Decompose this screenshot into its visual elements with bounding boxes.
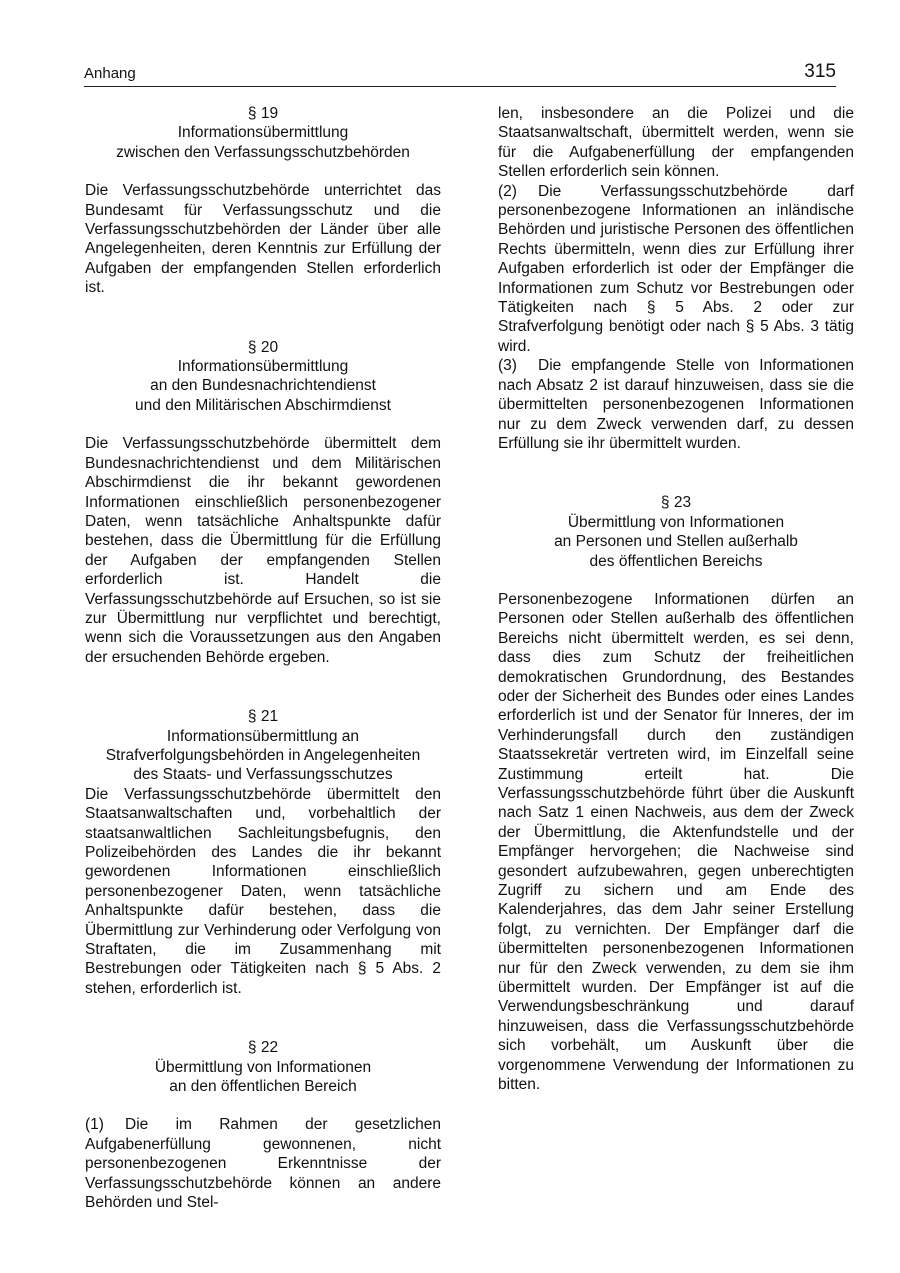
section-22-subsection-2: [498, 182, 854, 357]
section-title-line: des Staats- und Verfassungsschutzes: [133, 766, 393, 784]
section-title-line: zwischen den Verfassungsschutzbehörden: [116, 143, 410, 161]
section-title-line: an den Bundesnachrichtendienst: [150, 377, 376, 395]
subsection-number: (1): [85, 1116, 104, 1134]
subsection-number: (2): [498, 182, 517, 200]
section-number: § 21: [247, 708, 279, 726]
right-column: [498, 104, 854, 1095]
section-21-text: Die Verfassungsschutzbehörde übermittelt den Staatsanwaltschaften und, vorbehaltlich der staatsanwaltlichen Sachleitungsbefugnis, den Polizeibehörden des Landes die ihr bekannt gewordenen Informationen einschließlich personenbezogener Daten, wenn tatsächliche Anhaltspunkte dafür bestehen, dass die Übermittlung zur Verhinderung oder Verfolgung von Straftaten, die im Zusammenhang mit Bestrebungen oder Tätigkeiten nach § 5 Abs. 2 stehen, erforderlich ist.: [85, 785, 441, 997]
subsection-text: Die Verfassungsschutzbehörde darf personenbezogene Informationen an inländische Behörden und juristische Personen des öffentlichen Rechts übermitteln, wenn dies zur Erfüllung ihrer Aufgaben erforderlich ist oder der Empfänger die Informationen zum Schutz vor Bestrebungen oder Tätigkeiten nach § 5 Abs. 2 oder zur Strafverfolgung benötigt oder nach § 5 Abs. 3 tätig wird.: [498, 182, 854, 355]
section-19-heading: [85, 104, 441, 162]
section-20-heading: [85, 338, 441, 416]
page-number: 315: [804, 61, 836, 82]
section-22-subsection-1: [85, 1115, 441, 1212]
section-title-line: an den öffentlichen Bereich: [169, 1078, 357, 1096]
section-number: § 23: [660, 494, 692, 512]
left-column: [85, 104, 441, 1213]
section-21-heading: [85, 707, 441, 785]
section-number: § 20: [247, 338, 279, 356]
subsection-number: (3): [498, 357, 517, 375]
section-label: Anhang: [84, 65, 136, 82]
section-title-line: des öffentlichen Bereichs: [589, 552, 763, 570]
section-20-text: Die Verfassungsschutzbehörde übermittelt dem Bundesnachrichtendienst und dem Militärischen Abschirmdienst die ihr bekannt gewordenen Informationen einschließlich personenbezogener Daten, wenn tatsächliche Anhaltspunkte dafür bestehen, dass die Übermittlung für die Erfüllung der Aufgaben der empfangenden Stellen erforderlich ist. Handelt die Verfassungsschutzbehörde auf Ersuchen, so ist sie zur Übermittlung nur verpflichtet und berechtigt, wenn sich die Voraussetzungen aus den Angaben der ersuchenden Behörde ergeben.: [85, 435, 441, 666]
section-19-text: Die Verfassungsschutzbehörde unterrichtet das Bundesamt für Verfassungsschutz und die Verfassungsschutzbehörden der Länder über alle Angelegenheiten, deren Kenntnis zur Erfüllung der Aufgaben der empfangenden Stellen erforderlich ist.: [85, 182, 441, 297]
section-23-text: Personenbezogene Informationen dürfen an Personen oder Stellen außerhalb des öffentlichen Bereichs nicht übermittelt werden, es sei denn, dass dies zum Schutz der freiheitlichen demokratischen Grundordnung, des Bestandes oder der Sicherheit des Bundes oder eines Landes erforderlich ist und der Senator für Inneres, der im Verhinderungsfall durch den zuständigen Staatssekretär vertreten wird, im Einzelfall seine Zustimmung erteilt hat. Die Verfassungsschutzbehörde führt über die Auskunft nach Satz 1 einen Nachweis, aus dem der Zweck der Übermittlung, die Aktenfundstelle und der Empfänger hervorgehen; die Nachweise sind gesondert aufzubewahren, gegen unberechtigten Zugriff zu sichern und am Ende des Kalenderjahres, das dem Jahr seiner Erstellung folgt, zu vernichten. Der Empfänger darf die übermittelten personenbezogenen Informationen nur für den Zweck verwenden, zu dem sie ihm übermittelt wurden. Der Empfänger ist auf die Verwendungsbeschränkung und darauf hinzuweisen, dass die Verfassungsschutzbehörde sich vorbehält, um Auskunft über die vorgenommene Verwendung der Informationen zu bitten.: [498, 590, 854, 1094]
running-header: [84, 60, 836, 87]
section-22-continuation: len, insbesondere an die Polizei und die Staatsanwaltschaft, übermittelt werden, wenn sie für die Aufgabenerfüllung der empfangenden Stellen erforderlich sein können.: [498, 105, 854, 181]
section-title-line: und den Militärischen Abschirmdienst: [135, 396, 391, 414]
section-title-line: Strafverfolgungsbehörden in Angelegenheiten: [105, 746, 421, 764]
section-title-line: Übermittlung von Informationen: [154, 1058, 372, 1076]
section-title-line: Übermittlung von Informationen: [567, 513, 785, 531]
section-title-line: Informationsübermittlung: [177, 358, 349, 376]
section-number: § 19: [247, 105, 279, 122]
section-number: § 22: [247, 1039, 279, 1057]
section-title-line: an Personen und Stellen außerhalb: [554, 533, 798, 551]
section-23-heading: [498, 493, 854, 571]
section-title-line: Informationsübermittlung an: [166, 727, 360, 745]
section-22-subsection-3: [498, 356, 854, 453]
subsection-text: Die empfangende Stelle von Informationen nach Absatz 2 ist darauf hinzuweisen, dass sie die übermittelten personenbezogenen Informationen nur zu dem Zweck verwenden darf, zu dessen Erfüllung sie ihr übermittelt wurden.: [498, 357, 854, 452]
section-22-heading: [85, 1038, 441, 1096]
section-title-line: Informationsübermittlung: [177, 124, 349, 142]
subsection-text: Die im Rahmen der gesetzlichen Aufgabenerfüllung gewonnenen, nicht personenbezogenen Erkenntnisse der Verfassungsschutzbehörde können an andere Behörden und Stel-: [85, 1116, 441, 1212]
